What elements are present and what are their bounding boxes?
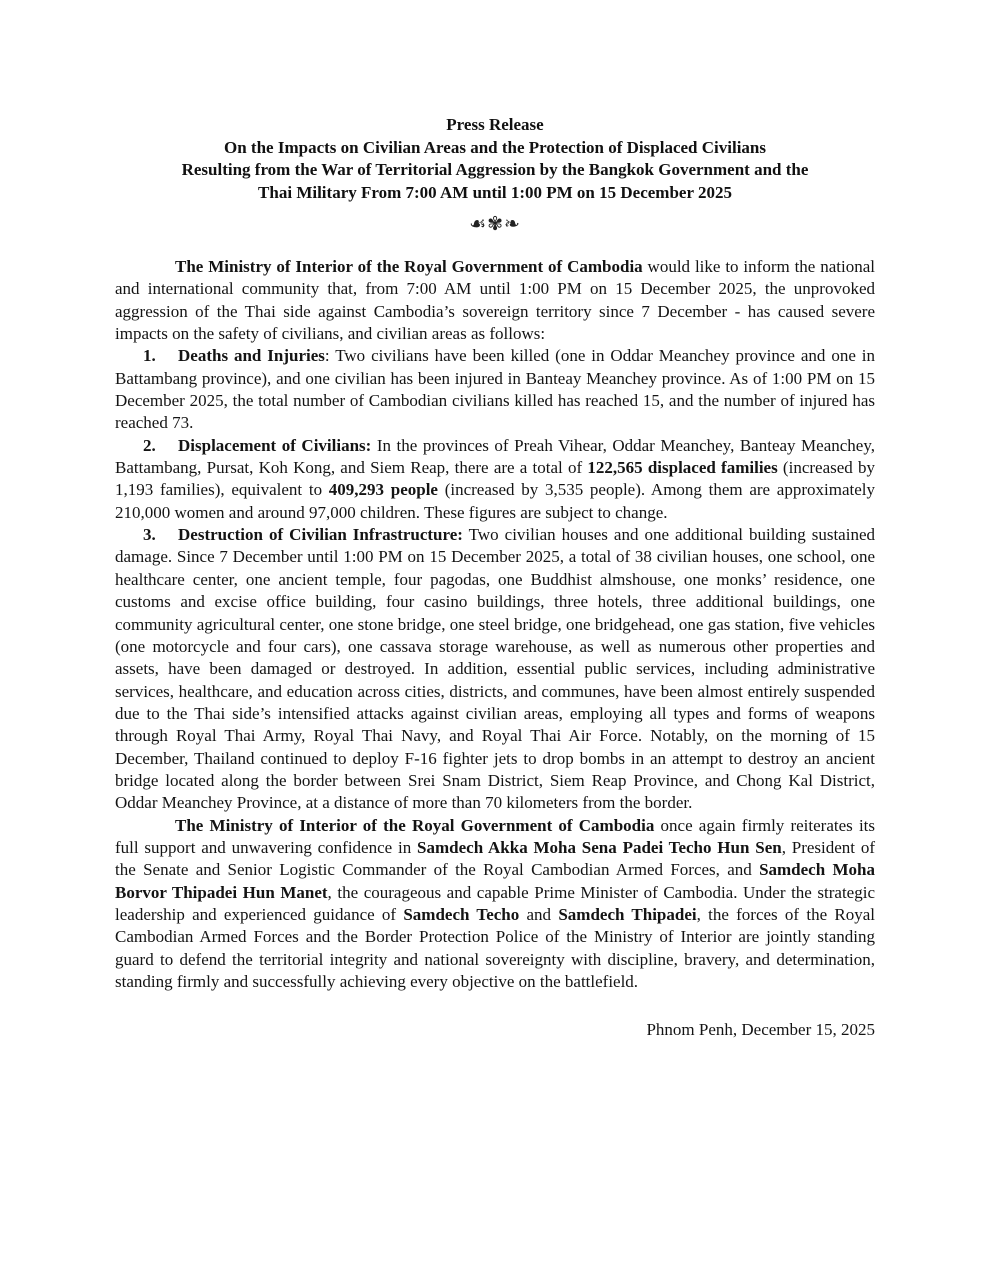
text-run: : Two civilians have been killed (one in Oddar Meanchey province and one in Battambang province), and one civilian has been injured in Banteay Meanchey province. As of 1:00 PM on 15 December 2025, the total number of Cambodian civilians killed has reached 15, and the number of injured has reached 73. [115,346,875,433]
floral-divider-icon: ☙✾❧ [469,214,521,235]
document-title [115,114,875,204]
text-run-bold: 409,293 people [328,480,438,500]
text-run: , President of the Senate and Senior Logistic Commander of the Royal Cambodian Armed Forces, and [115,837,875,880]
text-run: once again firmly reiterates its full support and unwavering confidence in [115,815,876,857]
dateline: Phnom Penh, December 15, 2025 [646,1020,875,1040]
list-item-deaths-and-injuries [115,345,875,434]
list-item-number: 3. [143,525,156,545]
list-item-destruction-of-infrastructure [115,524,875,814]
text-run-bold: Samdech Techo [403,904,520,924]
list-item-number: 1. [143,346,156,366]
text-run-bold: The Ministry of Interior of the Royal Government of Cambodia [175,257,643,276]
list-item-displacement-of-civilians [115,435,875,524]
list-item-number: 2. [143,435,156,455]
title-line: Press Release [446,115,544,134]
title-line: Thai Military From 7:00 AM until 1:00 PM on 15 December 2025 [258,182,732,202]
text-run: (increased by 3,535 people). Among them are approximately 210,000 women and around 97,000 children. These figures are subject to change. [115,480,875,522]
text-run-bold: Destruction of Civilian Infrastructure: [178,525,463,545]
text-run-bold: 122,565 displaced families [587,458,778,478]
text-run-bold: The Ministry of Interior of the Royal Government of Cambodia [175,815,655,835]
text-run-bold: Deaths and Injuries [178,346,325,366]
intro-paragraph [115,256,875,345]
text-run: Two civilian houses and one additional building sustained damage. Since 7 December until 1:00 PM on 15 December 2025, a total of 38 civilian houses, one school, one healthcare center, one ancient temple, four pagodas, one Buddhist almshouse, one monks’ residence, one customs and excise office building, four casino buildings, three hotels, three additional buildings, one community agricultural center, one stone bridge, one steel bridge, one bridgehead, one gas station, five vehicles (one motorcycle and four cars), one cassava storage warehouse, as well as numerous other properties and assets, have been damaged or destroyed. In addition, essential public services, including administrative services, healthcare, and education across cities, districts, and communes, have been almost entirely suspended due to the Thai side’s intensified attacks against civilian areas, employing all types and forms of weapons through Royal Thai Army, Royal Thai Navy, and Royal Thai Air Force. Notably, on the morning of 15 December, Thailand continued to deploy F-16 fighter jets to drop bombs in an attempt to destroy an ancient bridge located along the border between Srei Snam District, Siem Reap Province, and Chong Kal District, Oddar Meanchey Province, at a distance of more than 70 kilometers from the border. [115,525,875,813]
document-body [115,256,875,993]
text-run: , the courageous and capable Prime Minister of Cambodia. Under the strategic leadership and experienced guidance of [115,882,875,924]
title-line: Resulting from the War of Territorial Aggression by the Bangkok Government and the [181,160,809,179]
closing-paragraph [115,815,875,994]
text-run-bold: Samdech Akka Moha Sena Padei Techo Hun Sen [417,837,782,857]
text-run: , the forces of the Royal Cambodian Armed Forces and the Border Protection Police of the Ministry of Interior are jointly standing guard to defend the territorial integrity and national sovereignty with discipline, bravery, and determination, standing firmly and successfully achieving every objective on the battlefield. [115,904,875,991]
text-run: and [519,904,559,924]
text-run: would like to inform the national and international community that, from 7:00 AM until 1:00 PM on 15 December 2025, the unprovoked aggression of the Thai side against Cambodia’s sovereign territory since 7 December - has caused severe impacts on the safety of civilians, and civilian areas as follows: [115,257,875,344]
text-run-bold: Samdech Thipadei [558,904,697,924]
text-run-bold: Displacement of Civilians: [178,435,372,455]
text-run-bold: Samdech Moha Borvor Thipadei Hun Manet [115,860,875,902]
text-run: In the provinces of Preah Vihear, Oddar Meanchey, Banteay Meanchey, Battambang, Pursat, Koh Kong, and Siem Reap, there are a total of [115,435,875,478]
title-line: On the Impacts on Civilian Areas and the Protection of Displaced Civilians [224,137,766,157]
text-run: (increased by 1,193 families), equivalent to [115,458,875,500]
